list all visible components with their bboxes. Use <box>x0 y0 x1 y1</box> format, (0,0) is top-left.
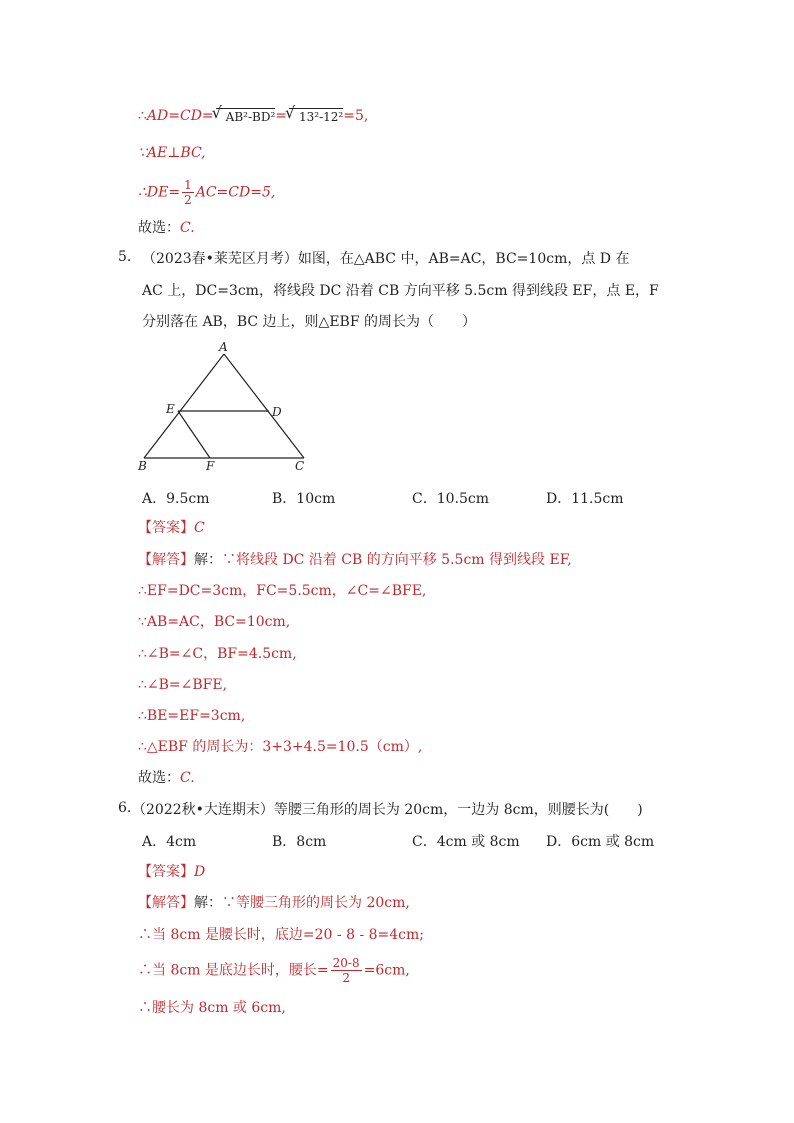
label-d: D <box>272 405 282 419</box>
question-6-number: 6. <box>118 800 132 816</box>
q5-analysis-line1: 【解答】解：∵将线段 DC 沿着 CB 的方向平移 5.5cm 得到线段 EF, <box>138 552 572 568</box>
q6-step-4: ∴腰长为 8cm 或 6cm, <box>138 1000 286 1016</box>
q5-step-3: ∵AB=AC，BC=10cm, <box>138 614 291 630</box>
q5-step-5: ∴∠B=∠BFE, <box>138 677 228 693</box>
q5-option-a: A．9.5cm <box>142 491 210 507</box>
q6-option-d: D．6cm 或 8cm <box>546 834 655 850</box>
q5-option-d: D．11.5cm <box>546 491 624 507</box>
q5-step-2: ∴EF=DC=3cm，FC=5.5cm，∠C=∠BFE, <box>138 583 427 599</box>
sol4-line3: ∴DE= $\frac{1}{2}$ AC=CD=5, <box>138 178 276 207</box>
q5-option-c: C．10.5cm <box>412 491 489 507</box>
therefore-symbol: ∴ <box>138 108 147 124</box>
sqrt-expression-1: √ AB²-BD² <box>216 108 276 125</box>
q5-step-4: ∴∠B=∠C，BF=4.5cm, <box>138 646 297 662</box>
sol4-line2: ∵AE⊥BC, <box>138 145 206 161</box>
q6-option-a: A．4cm <box>142 834 197 850</box>
q6-step-3: ∴当 8cm 是底边长时，腰长= $\frac{20-8}{2}$ =6cm, <box>138 956 410 985</box>
segment-ef <box>178 411 210 458</box>
question-5-line3: 分别落在 AB，BC 边上，则△EBF 的周长为（ ） <box>142 314 476 330</box>
q6-option-b: B．8cm <box>272 834 327 850</box>
q5-answer: 【答案】C <box>138 520 205 536</box>
q5-step-6: ∴BE=EF=3cm, <box>138 708 246 724</box>
q5-step-7: ∴△EBF 的周长为：3+3+4.5=10.5（cm）, <box>138 739 423 755</box>
question-5-line2: AC 上，DC=3cm，将线段 DC 沿着 CB 方向平移 5.5cm 得到线段 EF，点 E，F <box>142 283 659 299</box>
fraction: $\frac{20-8}{2}$ <box>332 956 360 985</box>
question-5-number: 5. <box>118 249 132 265</box>
side-ab <box>144 354 224 458</box>
label-f: F <box>206 459 215 473</box>
label-e: E <box>166 402 175 416</box>
q6-step-2: ∴当 8cm 是腰长时，底边=20 - 8 - 8=4cm; <box>138 927 425 943</box>
q6-option-c: C．4cm 或 8cm <box>412 834 520 850</box>
q6-analysis-line1: 【解答】解：∵等腰三角形的周长为 20cm, <box>138 895 410 911</box>
question-5-line1: （2023春•莱芜区月考）如图，在△ABC 中，AB=AC，BC=10cm，点 D 在 <box>142 251 630 267</box>
sol4-line1: ∴AD=CD=√ AB²-BD²=√ 13²-12²=5, <box>138 106 368 126</box>
answer-label: 【答案】 <box>138 520 194 536</box>
label-a: A <box>219 340 228 354</box>
q6-answer: 【答案】D <box>138 864 206 880</box>
sol4-choose: 故选：C. <box>138 220 195 236</box>
sqrt-expression-2: √ 13²-12² <box>289 108 343 125</box>
triangle-figure <box>130 336 320 476</box>
fraction: $\frac{1}{2}$ <box>184 178 192 207</box>
q5-option-b: B．10cm <box>272 491 336 507</box>
q5-choose: 故选：C. <box>138 770 195 786</box>
side-ac <box>224 354 304 458</box>
label-c: C <box>295 459 305 473</box>
question-6-line1: （2022秋•大连期末）等腰三角形的周长为 20cm，一边为 8cm，则腰长为( ) <box>132 802 643 818</box>
label-b: B <box>138 459 147 473</box>
